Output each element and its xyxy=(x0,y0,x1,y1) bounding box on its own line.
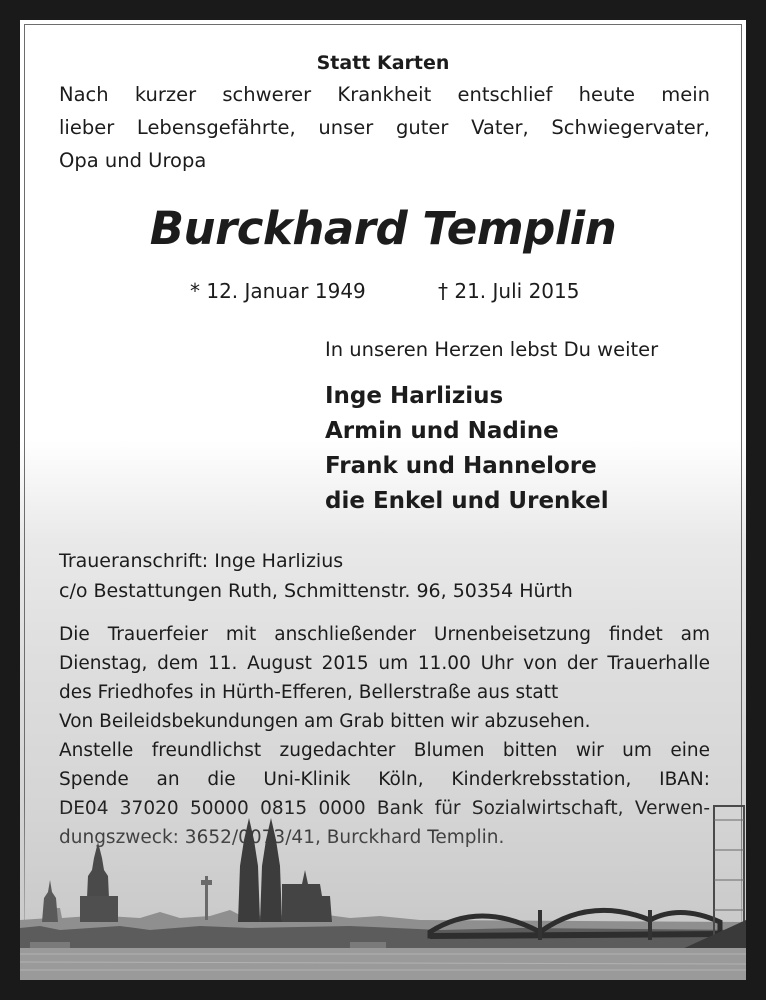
ceremony-line: des Friedhofes in Hürth-Efferen, Bellerstraße aus statt xyxy=(59,682,559,703)
mourner-name: Inge Harlizius xyxy=(325,383,504,409)
mourner-name: Frank und Hannelore xyxy=(325,453,597,479)
motto-line: In unseren Herzen lebst Du weiter xyxy=(325,338,659,361)
ceremony-line: Die Trauerfeier mit anschließender Urnenbeisetzung findet am xyxy=(59,624,710,645)
address-line: Traueranschrift: Inge Harlizius xyxy=(59,550,344,572)
intro-line: Nach kurzer schwerer Krankheit entschlief heute mein xyxy=(59,83,710,106)
heading-statt-karten: Statt Karten xyxy=(316,52,450,74)
deceased-name: Burckhard Templin xyxy=(149,202,617,255)
intro-paragraph xyxy=(59,78,710,177)
birth-date: * 12. Januar 1949 xyxy=(190,279,366,303)
ceremony-line: Anstelle freundlichst zugedachter Blumen bitten wir um eine xyxy=(59,740,710,761)
intro-line: lieber Lebensgefährte, unser guter Vater, Schwiegervater, xyxy=(59,116,710,139)
address-line: c/o Bestattungen Ruth, Schmittenstr. 96, 50354 Hürth xyxy=(59,580,573,602)
intro-line: Opa und Uropa xyxy=(59,149,207,172)
mourner-name: Armin und Nadine xyxy=(325,418,559,444)
ceremony-line: Dienstag, dem 11. August 2015 um 11.00 Uhr von der Trauerhalle xyxy=(59,653,710,674)
ceremony-line: Von Beileidsbekundungen am Grab bitten wir abzusehen. xyxy=(59,711,591,732)
ceremony-line: Spende an die Uni-Klinik Köln, Kinderkrebsstation, IBAN: xyxy=(59,769,710,790)
mourner-name: die Enkel und Urenkel xyxy=(325,488,609,514)
death-date: † 21. Juli 2015 xyxy=(438,279,580,303)
cologne-skyline-image xyxy=(20,800,746,980)
